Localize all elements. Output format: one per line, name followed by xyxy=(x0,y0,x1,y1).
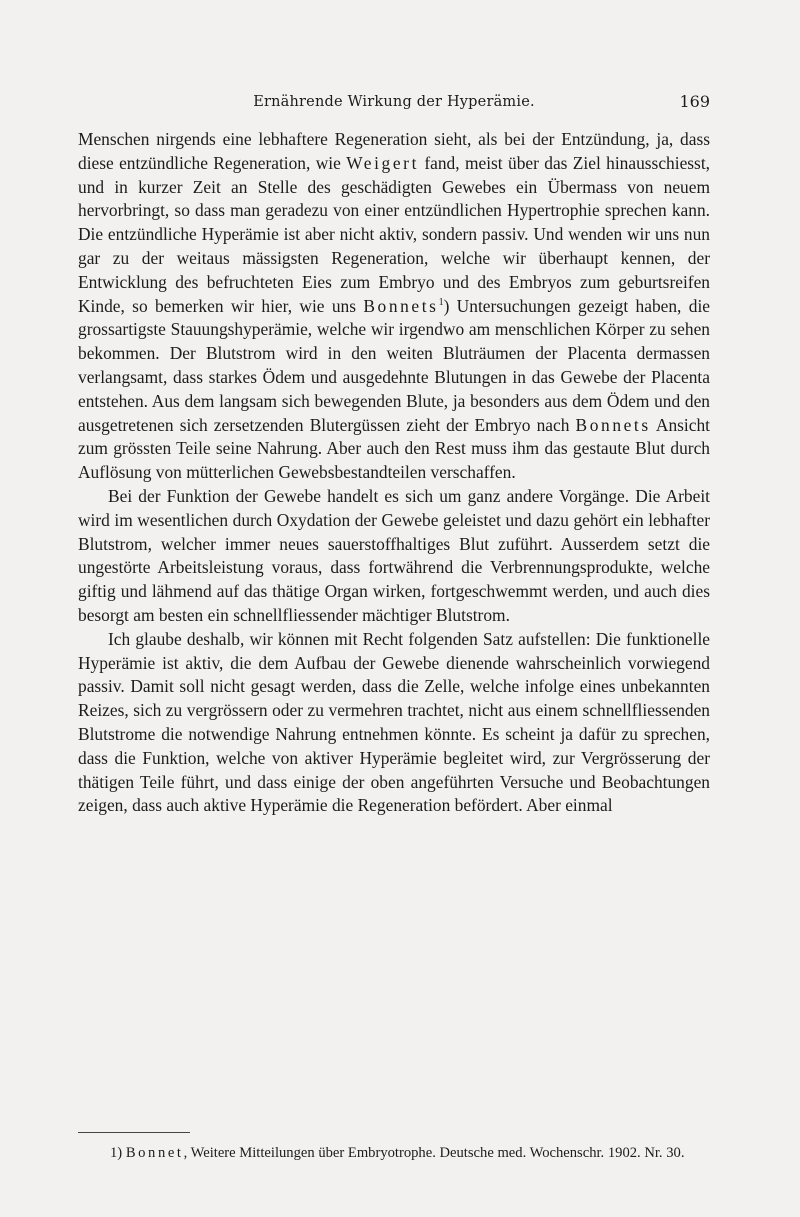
footnote-divider xyxy=(78,1132,190,1133)
paragraph-1-text-a: Menschen nirgends eine lebhaftere Regeneration sieht, als bei der Entzündung, ja, dass diese entzündliche Regeneration, wie xyxy=(78,129,710,173)
footnote-text: , Weitere Mitteilungen über Embryotrophe. Deutsche med. Wochenschr. 1902. Nr. 30. xyxy=(183,1145,685,1161)
footnote-reference: 1 xyxy=(438,296,444,308)
page-number: 169 xyxy=(679,92,710,111)
paragraph-1 xyxy=(78,128,710,485)
footnote-number: 1) xyxy=(110,1145,123,1161)
paragraph-1-text-d: Ansicht zum grössten Teile seine Nahrung. Aber auch den Rest muss ihm das gestaute Blut durch Auflösung von mütterlichen Gewebsbestandteilen verschaffen. xyxy=(78,414,710,483)
paragraph-2: Bei der Funktion der Gewebe handelt es sich um ganz andere Vorgänge. Die Arbeit wird im wesentlichen durch Oxydation der Gewebe geleistet und dazu gehört ein lebhafter Blutstrom, welcher immer neues sauerstoffhaltiges Blut zuführt. Ausserdem setzt die ungestörte Arbeitsleistung voraus, dass fortwährend die Verbrennungsprodukte, welche giftig und lähmend auf das thätige Organ wirken, fortgeschwemmt werden, und auch dies besorgt am besten ein schnellfliessender mächtiger Blutstrom. xyxy=(78,485,710,625)
body-text xyxy=(78,128,710,818)
paragraph-3: Ich glaube deshalb, wir können mit Recht folgenden Satz aufstellen: Die funktionelle Hyperämie ist aktiv, die dem Aufbau der Gewebe dienende wahrscheinlich vorwiegend passiv. Damit soll nicht gesagt werden, dass die Zelle, welche infolge eines unbekannten Reizes, sich zu vergrössern oder zu vermehren trachtet, nicht aus einem schnellfliessenden Blutstrome die notwendige Nahrung entnehmen könnte. Es scheint ja dafür zu sprechen, dass die Funktion, welche von aktiver Hyperämie begleitet wird, zur Vergrösserung der thätigen Teile führt, und dass einige der oben angeführten Versuche und Beobachtungen zeigen, dass auch aktive Hyperämie die Regeneration befördert. Aber einmal xyxy=(78,628,710,816)
paragraph-1-text-b: fand, meist über das Ziel hinausschiesst, und in kurzer Zeit an Stelle des geschädigten Gewebes ein Übermass von neuem hervorbringt, so dass man geradezu von einer entzündlichen Hypertrophie sprechen kann. Die entzündliche Hyperämie ist aber nicht aktiv, sondern passiv. Und wenden wir uns nun gar zu der weitaus mässigsten Regeneration, welche wir überhaupt kennen, der Entwicklung des befruchteten Eies zum Embryo und des Embryos zum geburtsreifen Kinde, so bemerken wir hier, wie uns xyxy=(78,152,711,316)
book-page xyxy=(78,0,710,1217)
author-name-bonnets-2: Bonnets xyxy=(575,414,651,435)
author-name-bonnets: Bonnets xyxy=(363,295,439,316)
paragraph-1-text-c: ) Untersuchungen gezeigt haben, die grossartigste Stauungshyperämie, welche wir irgendwo am menschlichen Körper zu sehen bekommen. Der Blutstrom wird in den weiten Bluträumen der Placenta dermassen verlangsamt, dass starkes Ödem und ausgedehnte Blutungen in das Gewebe der Placenta entstehen. Aus dem langsam sich bewegenden Blute, ja besonders aus dem Ödem und den ausgetretenen sich zersetzenden Blutergüssen zieht der Embryo nach xyxy=(78,295,710,435)
author-name-weigert: Weigert xyxy=(346,152,419,173)
running-title: Ernährende Wirkung der Hyperämie. xyxy=(253,94,535,110)
footnote xyxy=(78,1143,710,1163)
footnote-author: Bonnet xyxy=(125,1145,184,1161)
running-header xyxy=(78,90,710,114)
